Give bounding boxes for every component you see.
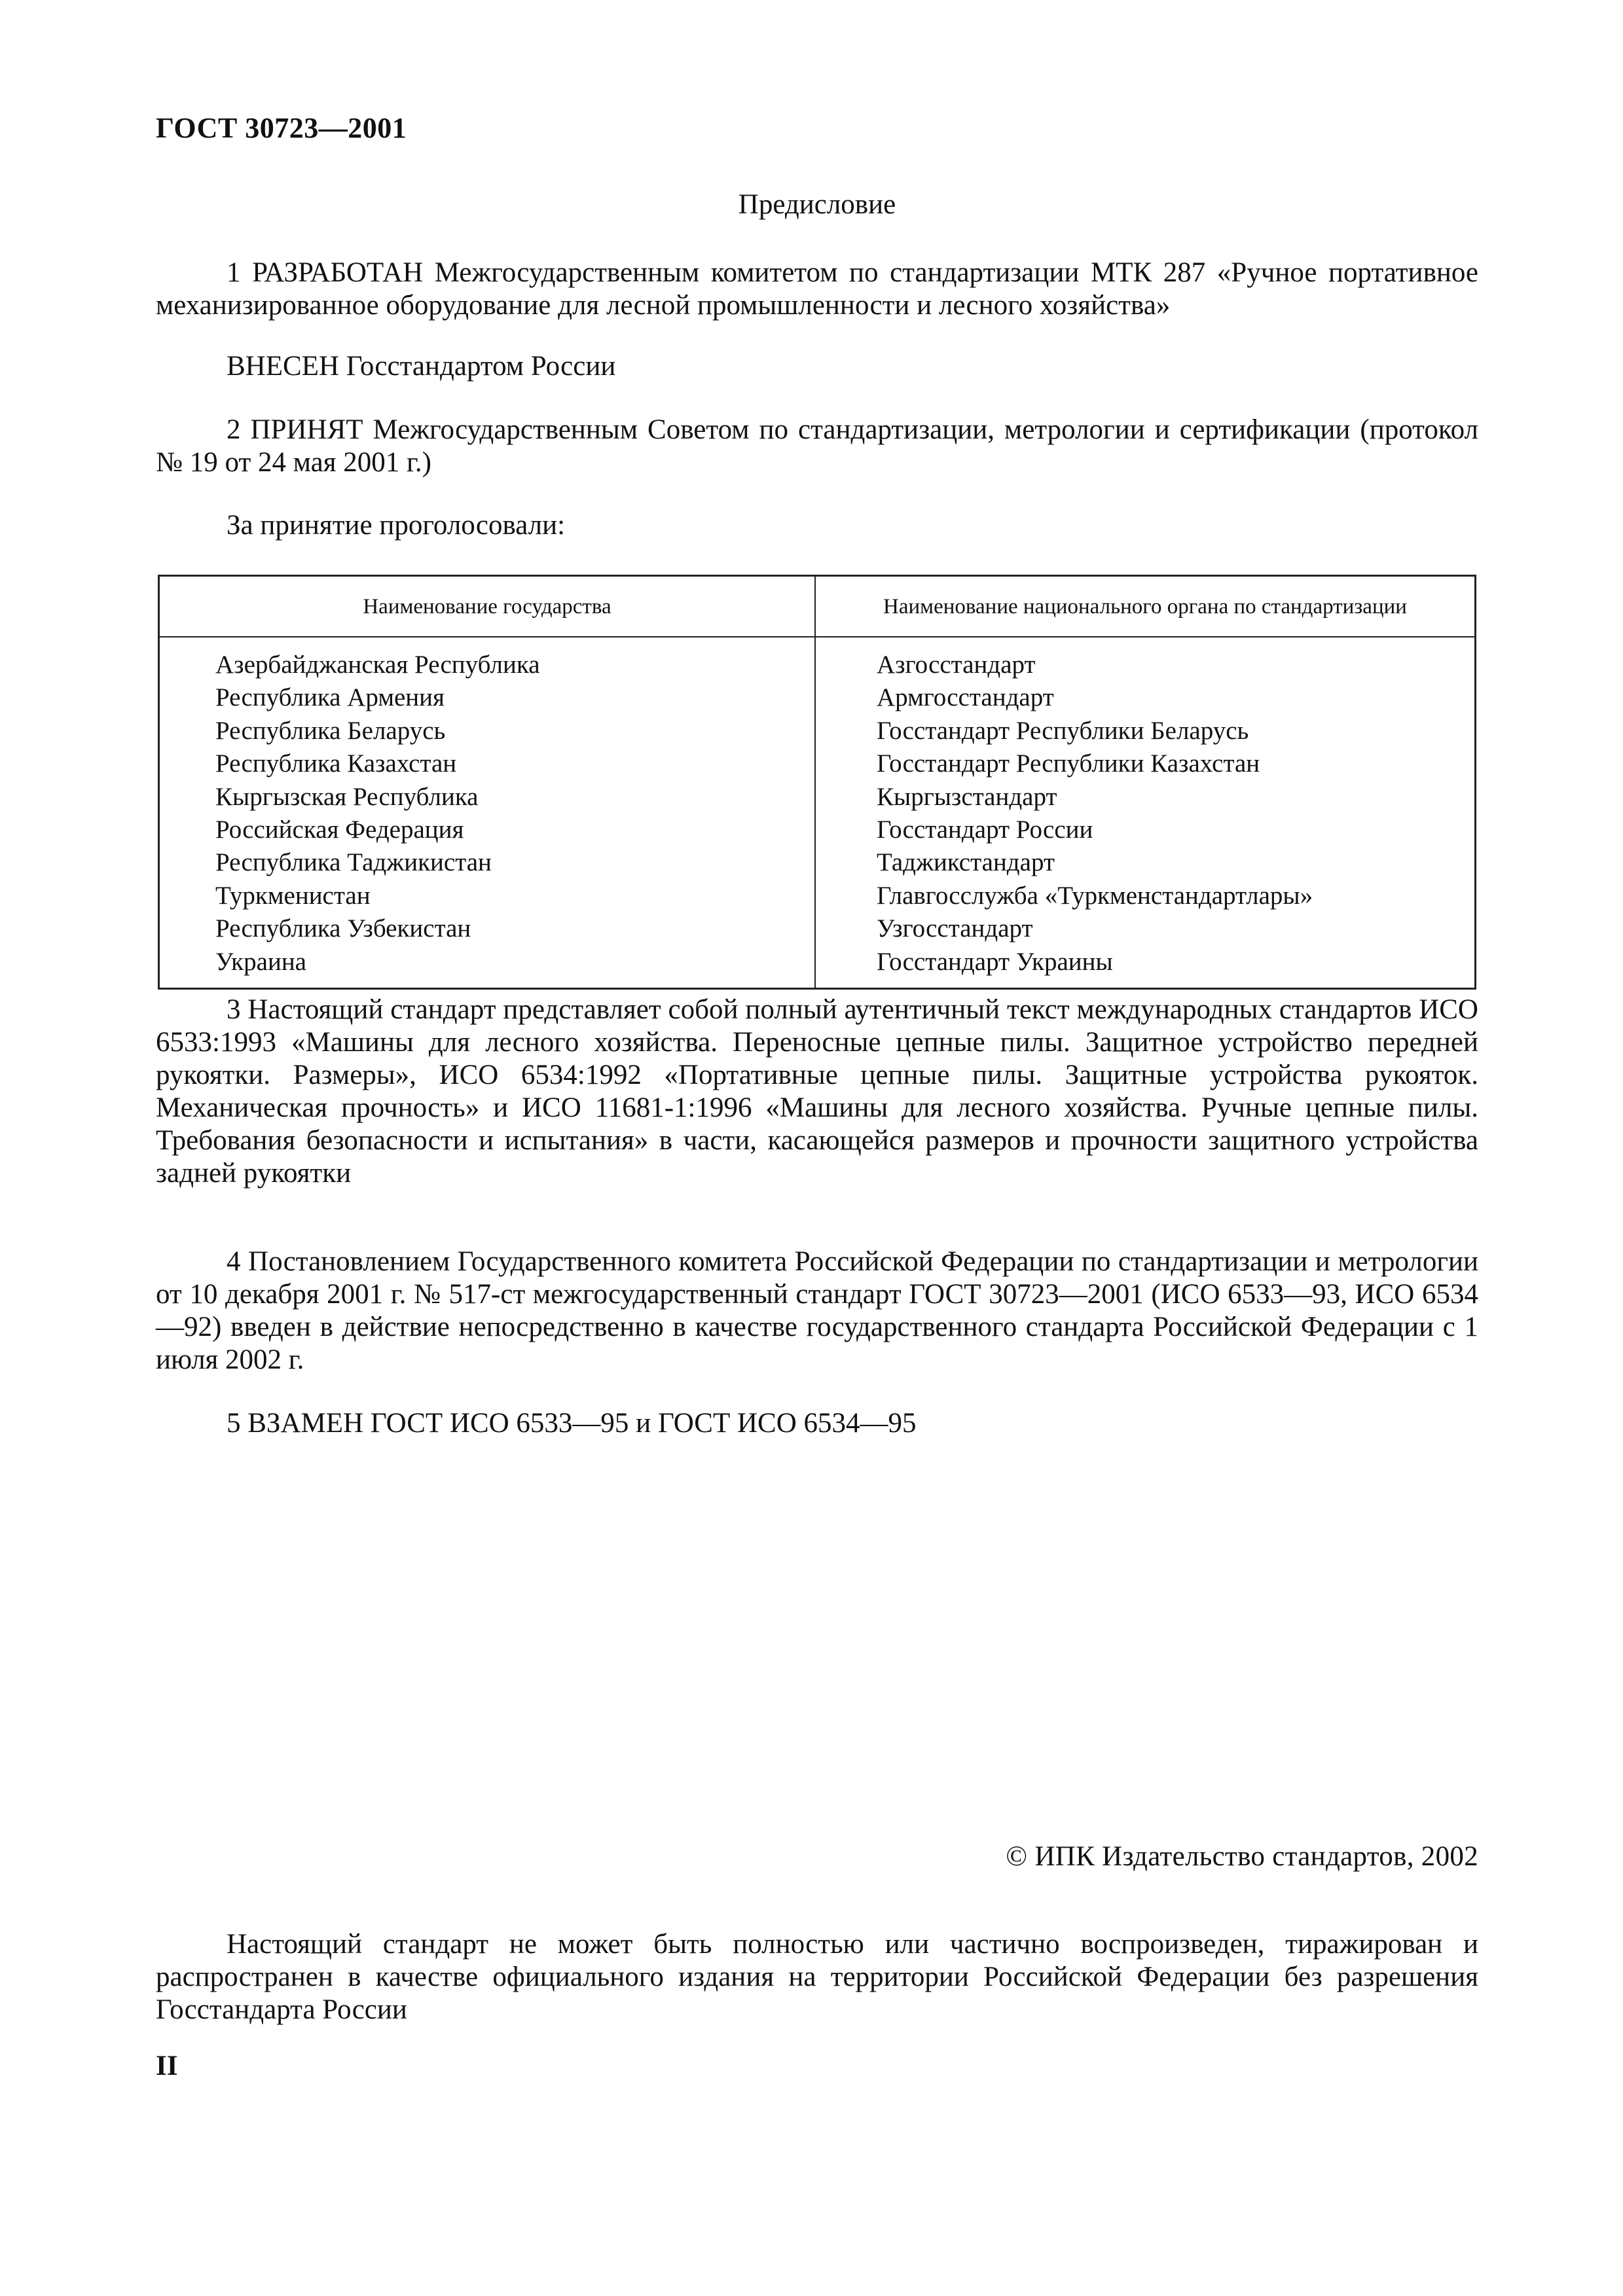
standards-body-list — [877, 649, 1313, 978]
table-cell-state: Украина — [215, 947, 306, 976]
table-cell-state: Республика Казахстан — [215, 749, 457, 778]
paragraph-resolution: 4 Постановлением Государственного комитета Российской Федерации по стандартизации и метрологии от 10 декабря 2001 г. № 517-ст межгосударственный стандарт ГОСТ 30723—2001 (ИСО 6533—93, ИСО 6534—92) введен в действие непосредственно в качестве государственного стандарта Российской Федерации с 1 июля 2002 г. — [156, 1246, 1478, 1375]
state-list — [215, 649, 540, 978]
table-cell-standards-body: Армгосстандарт — [877, 683, 1054, 712]
copyright-notice: © ИПК Издательство стандартов, 2002 — [1006, 1841, 1478, 1872]
table-cell-standards-body: Кыргызстандарт — [877, 782, 1057, 811]
table-header-standards-body: Наименование национального органа по стандартизации — [883, 595, 1407, 619]
table-cell-standards-body: Азгосстандарт — [877, 651, 1036, 679]
table-cell-state: Кыргызская Республика — [215, 782, 479, 811]
table-cell-state: Туркменистан — [215, 881, 371, 910]
table-header-state: Наименование государства — [363, 595, 611, 619]
table-cell-state: Республика Таджикистан — [215, 848, 492, 877]
table-cell-standards-body: Главгосслужба «Туркменстандартлары» — [877, 881, 1313, 910]
paragraph-adopted-by: 2 ПРИНЯТ Межгосударственным Советом по стандартизации, метрологии и сертификации (протокол № 19 от 24 мая 2001 г.) — [156, 414, 1478, 478]
table-cell-standards-body: Госстандарт Республики Беларусь — [877, 716, 1249, 745]
paragraph-authentic-text: 3 Настоящий стандарт представляет собой полный аутентичный текст международных стандартов ИСО 6533:1993 «Машины для лесного хозяйства. Переносные цепные пилы. Защитное устройство передней рукоятки. Размеры», ИСО 6534:1992 «Портативные цепные пилы. Защитные устройства рукояток. Механическая прочность» и ИСО 11681-1:1996 «Машины для лесного хозяйства. Ручные цепные пилы. Требования безопасности и испытания» в части, касающейся размеров и прочности защитного устройства задней рукоятки — [156, 994, 1478, 1189]
table-cell-standards-body: Госстандарт России — [877, 816, 1093, 844]
table-cell-state: Российская Федерация — [215, 816, 464, 844]
table-cell-state: Республика Беларусь — [215, 716, 446, 745]
table-cell-state: Республика Армения — [215, 683, 445, 712]
document-code: ГОСТ 30723—2001 — [156, 112, 407, 144]
table-cell-standards-body: Госстандарт Украины — [877, 947, 1113, 976]
table-cell-state: Азербайджанская Республика — [215, 651, 540, 679]
paragraph-developed-by: 1 РАЗРАБОТАН Межгосударственным комитетом по стандартизации МТК 287 «Ручное портативное механизированное оборудование для лесной промышленности и лесного хозяйства» — [156, 257, 1478, 321]
table-column-divider — [814, 577, 816, 988]
table-cell-state: Республика Узбекистан — [215, 914, 471, 943]
table-cell-standards-body: Таджикстандарт — [877, 848, 1055, 877]
page-number: II — [156, 2051, 178, 2081]
table-header-divider — [160, 636, 1474, 637]
preface-heading: Предисловие — [738, 189, 896, 220]
table-cell-standards-body: Узгосстандарт — [877, 914, 1033, 943]
paragraph-voted-for: За принятие проголосовали: — [227, 510, 566, 541]
reproduction-notice: Настоящий стандарт не может быть полностью или частично воспроизведен, тиражирован и распространен в качестве официального издания на территории Российской Федерации без разрешения Госстандарта России — [156, 1929, 1478, 2025]
table-cell-standards-body: Госстандарт Республики Казахстан — [877, 749, 1260, 778]
paragraph-replaces: 5 ВЗАМЕН ГОСТ ИСО 6533—95 и ГОСТ ИСО 6534—95 — [227, 1408, 917, 1439]
voting-table — [158, 575, 1476, 990]
paragraph-introduced-by: ВНЕСЕН Госстандартом России — [227, 351, 616, 382]
